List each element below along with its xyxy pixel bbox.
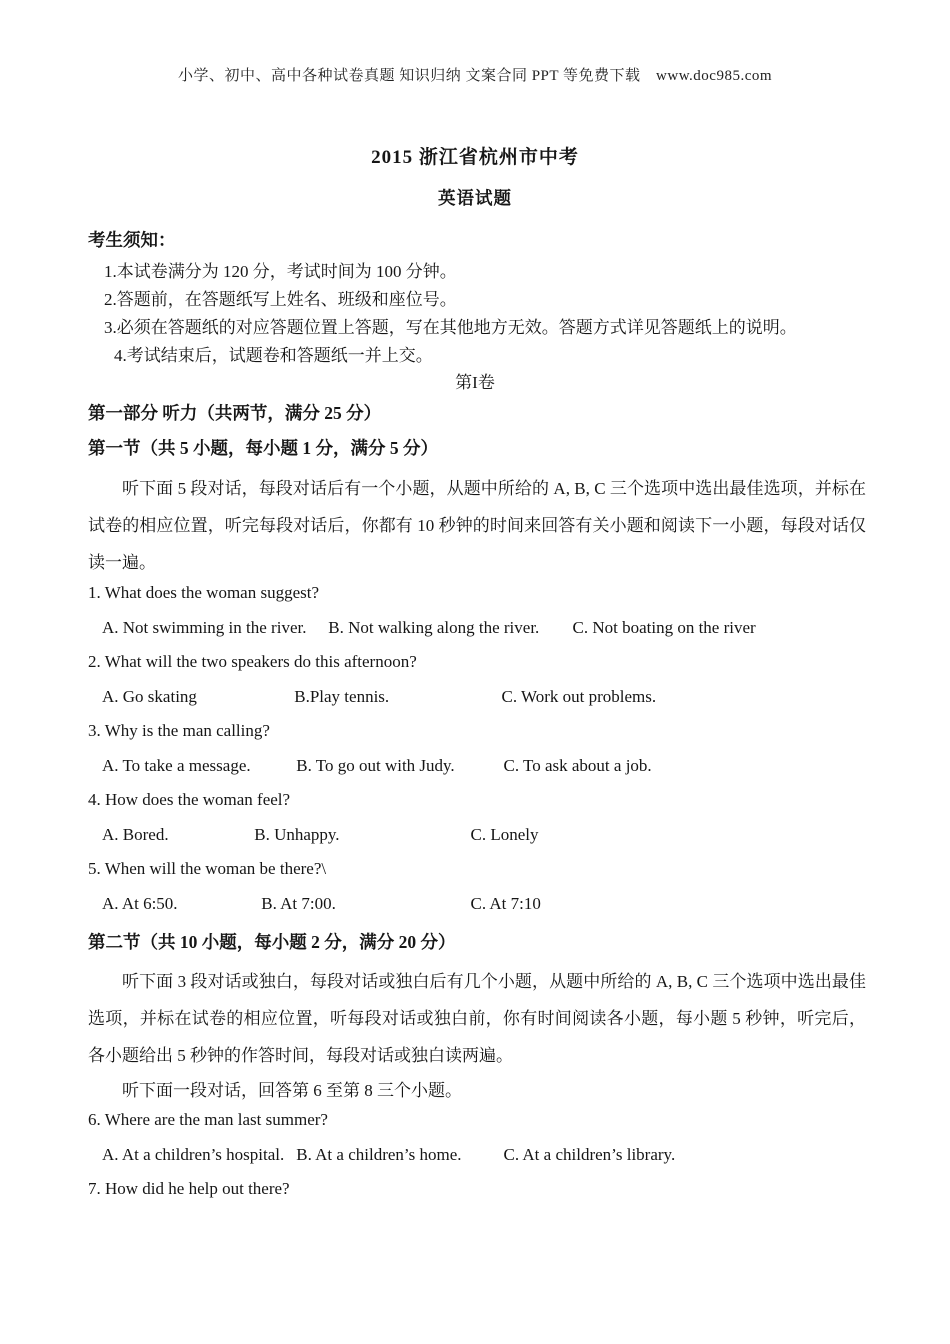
question-2: 2. What will the two speakers do this afternoon?	[88, 652, 417, 671]
question-3-option-b: B. To go out with Judy.	[296, 756, 455, 775]
question-2-option-a: A. Go skating	[102, 687, 197, 706]
question-6-option-b: B. At a children’s home.	[296, 1145, 462, 1164]
question-1: 1. What does the woman suggest?	[88, 583, 320, 602]
section1-intro-paragraph: 听下面 5 段对话，每段对话后有一个小题，从题中所给的 A, B, C 三个选项中选出最佳选项，并标在试卷的相应位置，听完每段对话后，你都有 10 秒钟的时间来回答有关小题和阅读下一小题，每段对话仅读一遍。	[88, 479, 866, 572]
question-5: 5. When will the woman be there?\	[88, 859, 327, 878]
question-4-option-a: A. Bored.	[102, 825, 169, 844]
question-4-options	[102, 825, 539, 845]
question-4-option-b: B. Unhappy.	[254, 825, 340, 844]
part1-heading: 第一部分 听力（共两节，满分 25 分）	[88, 403, 382, 423]
question-1-options	[102, 618, 756, 638]
question-2-option-b: B.Play tennis.	[294, 687, 390, 706]
question-5-option-a: A. At 6:50.	[102, 894, 178, 913]
section1-heading: 第一节（共 5 小题，每小题 1 分，满分 5 分）	[88, 438, 438, 458]
section2-intro-paragraph: 听下面 3 段对话或独白，每段对话或独白后有几个小题，从题中所给的 A, B, C 三个选项中选出最佳选项，并标在试卷的相应位置，听每段对话或独白前，你有时间阅读各小题，每小题 5 秒钟，听完后，各小题给出 5 秒钟的作答时间，每段对话或独白读两遍。	[88, 972, 866, 1065]
volume-label: 第I卷	[455, 373, 495, 392]
question-6-options	[102, 1145, 675, 1165]
question-1-option-b: B. Not walking along the river.	[328, 618, 540, 637]
question-6-option-a: A. At a children’s hospital.	[102, 1145, 285, 1164]
notice-item-4: 4.考试结束后，试题卷和答题纸一并上交。	[114, 346, 433, 365]
section2-listen-hint: 听下面一段对话，回答第 6 至第 8 三个小题。	[122, 1081, 462, 1100]
question-3-options	[102, 756, 652, 776]
question-4-option-c: C. Lonely	[470, 825, 539, 844]
question-1-option-c: C. Not boating on the river	[572, 618, 756, 637]
question-5-options	[102, 894, 541, 914]
notice-item-3: 3.必须在答题纸的对应答题位置上答题，写在其他地方无效。答题方式详见答题纸上的说明。	[104, 318, 797, 337]
notice-heading: 考生须知：	[88, 230, 176, 250]
site-header-line: 小学、初中、高中各种试卷真题 知识归纳 文案合同 PPT 等免费下载 www.doc985.com	[177, 68, 773, 84]
page-subtitle: 英语试题	[438, 188, 512, 208]
page-title: 2015 浙江省杭州市中考	[371, 147, 579, 168]
question-2-option-c: C. Work out problems.	[501, 687, 657, 706]
section2-heading: 第二节（共 10 小题，每小题 2 分，满分 20 分）	[88, 932, 456, 952]
question-2-options	[102, 687, 656, 707]
question-7: 7. How did he help out there?	[88, 1179, 290, 1198]
notice-item-1: 1.本试卷满分为 120 分，考试时间为 100 分钟。	[104, 262, 457, 281]
question-4: 4. How does the woman feel?	[88, 790, 291, 809]
question-3: 3. Why is the man calling?	[88, 721, 270, 740]
question-6-option-c: C. At a children’s library.	[503, 1145, 676, 1164]
question-6: 6. Where are the man last summer?	[88, 1110, 328, 1129]
question-3-option-c: C. To ask about a job.	[503, 756, 652, 775]
question-1-option-a: A. Not swimming in the river.	[102, 618, 307, 637]
question-5-option-b: B. At 7:00.	[261, 894, 336, 913]
notice-item-2: 2.答题前，在答题纸写上姓名、班级和座位号。	[104, 290, 457, 309]
question-5-option-c: C. At 7:10	[470, 894, 541, 913]
question-3-option-a: A. To take a message.	[102, 756, 251, 775]
